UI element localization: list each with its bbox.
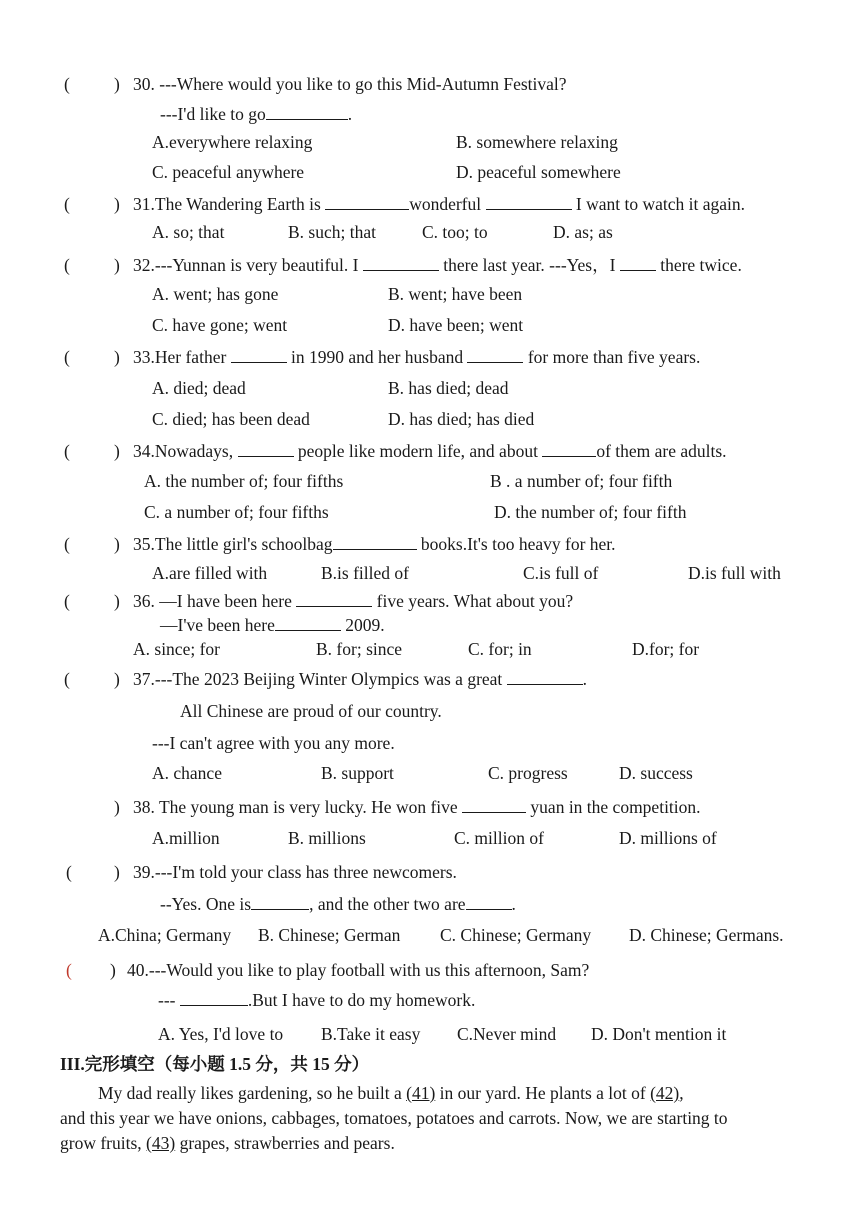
question-35-stem: 35.The little girl's schoolbag books.It's too heavy for her. xyxy=(133,534,616,554)
answer-blank[interactable] xyxy=(333,533,417,550)
option-d[interactable]: D. success xyxy=(619,763,693,783)
paren-open: ( xyxy=(66,862,72,882)
question-32-stem: 32.---Yunnan is very beautiful. I there last year. ---Yes，I there twice. xyxy=(133,255,742,275)
paren-open: ( xyxy=(64,669,70,689)
option-c[interactable]: C. a number of; four fifths xyxy=(144,502,329,522)
passage-line-3: grow fruits, (43) grapes, strawberries and pears. xyxy=(60,1133,395,1153)
paren-close: ) xyxy=(114,534,120,554)
option-a[interactable]: A. went; has gone xyxy=(152,284,279,304)
option-d[interactable]: D.is full with xyxy=(688,563,781,583)
section-heading: III.完形填空（每小题 1.5 分，共 15 分） xyxy=(60,1054,370,1074)
option-b[interactable]: B.Take it easy xyxy=(321,1024,421,1044)
paren-open: ( xyxy=(64,534,70,554)
option-b[interactable]: B. has died; dead xyxy=(388,378,509,398)
option-c[interactable]: C. died; has been dead xyxy=(152,409,310,429)
option-a[interactable]: A.everywhere relaxing xyxy=(152,132,313,152)
option-b[interactable]: B. for; since xyxy=(316,639,403,659)
paren-open: ( xyxy=(64,347,70,367)
question-31-stem: 31.The Wandering Earth is wonderful I want to watch it again. xyxy=(133,194,745,214)
paren-open: ( xyxy=(64,74,70,94)
answer-blank[interactable] xyxy=(466,893,512,910)
passage-line-1: My dad really likes gardening, so he built a (41) in our yard. He plants a lot of (42), xyxy=(98,1083,684,1103)
question-36-line2: —I've been here 2009. xyxy=(160,615,385,635)
question-34-stem: 34.Nowadays, people like modern life, and about of them are adults. xyxy=(133,441,727,461)
question-33-stem: 33.Her father in 1990 and her husband for more than five years. xyxy=(133,347,701,367)
option-a[interactable]: A. Yes, I'd love to xyxy=(158,1024,284,1044)
paren-open: ( xyxy=(66,960,72,980)
answer-blank[interactable] xyxy=(507,668,583,685)
question-39-line2: --Yes. One is , and the other two are . xyxy=(160,894,516,914)
option-b[interactable]: B. such; that xyxy=(288,222,376,242)
question-36-stem: 36. —I have been here five years. What about you? xyxy=(133,591,574,611)
blank-43[interactable]: (43) xyxy=(146,1133,176,1153)
paren-open: ( xyxy=(64,591,70,611)
option-a[interactable]: A. the number of; four fifths xyxy=(144,471,344,491)
option-b[interactable]: B. went; have been xyxy=(388,284,523,304)
option-a[interactable]: A. since; for xyxy=(133,639,220,659)
blank-42[interactable]: (42) xyxy=(650,1083,680,1103)
paren-close: ) xyxy=(114,441,120,461)
option-a[interactable]: A. so; that xyxy=(152,222,225,242)
answer-blank[interactable] xyxy=(620,254,656,271)
question-37-line2: All Chinese are proud of our country. xyxy=(180,701,442,721)
option-b[interactable]: B. support xyxy=(321,763,394,783)
option-a[interactable]: A.are filled with xyxy=(152,563,268,583)
option-d[interactable]: D. the number of; four fifth xyxy=(494,502,687,522)
option-c[interactable]: C. peaceful anywhere xyxy=(152,162,305,182)
passage-line-2: and this year we have onions, cabbages, tomatoes, potatoes and carrots. Now, we are starting to xyxy=(60,1108,728,1128)
option-b[interactable]: B.is filled of xyxy=(321,563,409,583)
question-38-stem: 38. The young man is very lucky. He won five yuan in the competition. xyxy=(133,797,701,817)
option-d[interactable]: D.for; for xyxy=(632,639,700,659)
paren-close: ) xyxy=(114,591,120,611)
option-c[interactable]: C. progress xyxy=(488,763,568,783)
option-d[interactable]: D. as; as xyxy=(553,222,613,242)
option-a[interactable]: A.million xyxy=(152,828,220,848)
option-b[interactable]: B . a number of; four fifth xyxy=(490,471,673,491)
option-a[interactable]: A. died; dead xyxy=(152,378,246,398)
answer-blank[interactable] xyxy=(251,893,309,910)
answer-blank[interactable] xyxy=(462,796,526,813)
blank-41[interactable]: (41) xyxy=(406,1083,436,1103)
question-30-line2: ---I'd like to go . xyxy=(160,104,353,124)
answer-blank[interactable] xyxy=(542,440,596,457)
answer-blank[interactable] xyxy=(325,193,409,210)
option-d[interactable]: D. millions of xyxy=(619,828,717,848)
paren-close: ) xyxy=(114,74,120,94)
option-b[interactable]: B. somewhere relaxing xyxy=(456,132,618,152)
answer-blank[interactable] xyxy=(275,614,341,631)
option-d[interactable]: D. have been; went xyxy=(388,315,524,335)
option-c[interactable]: C.is full of xyxy=(523,563,599,583)
option-d[interactable]: D. Don't mention it xyxy=(591,1024,727,1044)
paren-close: ) xyxy=(114,797,120,817)
option-c[interactable]: C. for; in xyxy=(468,639,532,659)
answer-blank[interactable] xyxy=(486,193,572,210)
answer-blank[interactable] xyxy=(231,346,287,363)
answer-blank[interactable] xyxy=(266,103,348,120)
question-40-line2: --- .But I have to do my homework. xyxy=(158,990,476,1010)
option-b[interactable]: B. millions xyxy=(288,828,366,848)
question-37-stem: 37.---The 2023 Beijing Winter Olympics was a great . xyxy=(133,669,588,689)
answer-blank[interactable] xyxy=(180,989,248,1006)
answer-blank[interactable] xyxy=(238,440,294,457)
option-c[interactable]: C. Chinese; Germany xyxy=(440,925,592,945)
paren-close: ) xyxy=(114,669,120,689)
answer-blank[interactable] xyxy=(467,346,523,363)
option-c[interactable]: C.Never mind xyxy=(457,1024,557,1044)
option-c[interactable]: C. too; to xyxy=(422,222,488,242)
paren-open: ( xyxy=(64,441,70,461)
option-b[interactable]: B. Chinese; German xyxy=(258,925,401,945)
option-d[interactable]: D. peaceful somewhere xyxy=(456,162,621,182)
option-c[interactable]: C. million of xyxy=(454,828,544,848)
option-a[interactable]: A. chance xyxy=(152,763,222,783)
option-c[interactable]: C. have gone; went xyxy=(152,315,288,335)
paren-close: ) xyxy=(114,862,120,882)
paren-open: ( xyxy=(64,194,70,214)
question-39-stem: 39.---I'm told your class has three newcomers. xyxy=(133,862,457,882)
paren-close: ) xyxy=(114,347,120,367)
paren-close: ) xyxy=(114,194,120,214)
option-a[interactable]: A.China; Germany xyxy=(98,925,232,945)
paren-open: ( xyxy=(64,255,70,275)
answer-blank[interactable] xyxy=(363,254,439,271)
paren-close: ) xyxy=(110,960,116,980)
paren-close: ) xyxy=(114,255,120,275)
option-d[interactable]: D. has died; has died xyxy=(388,409,535,429)
question-37-line3: ---I can't agree with you any more. xyxy=(152,733,395,753)
option-d[interactable]: D. Chinese; Germans. xyxy=(629,925,784,945)
question-30-stem: 30. ---Where would you like to go this Mid-Autumn Festival? xyxy=(133,74,567,94)
question-40-stem: 40.---Would you like to play football with us this afternoon, Sam? xyxy=(127,960,590,980)
answer-blank[interactable] xyxy=(296,590,372,607)
